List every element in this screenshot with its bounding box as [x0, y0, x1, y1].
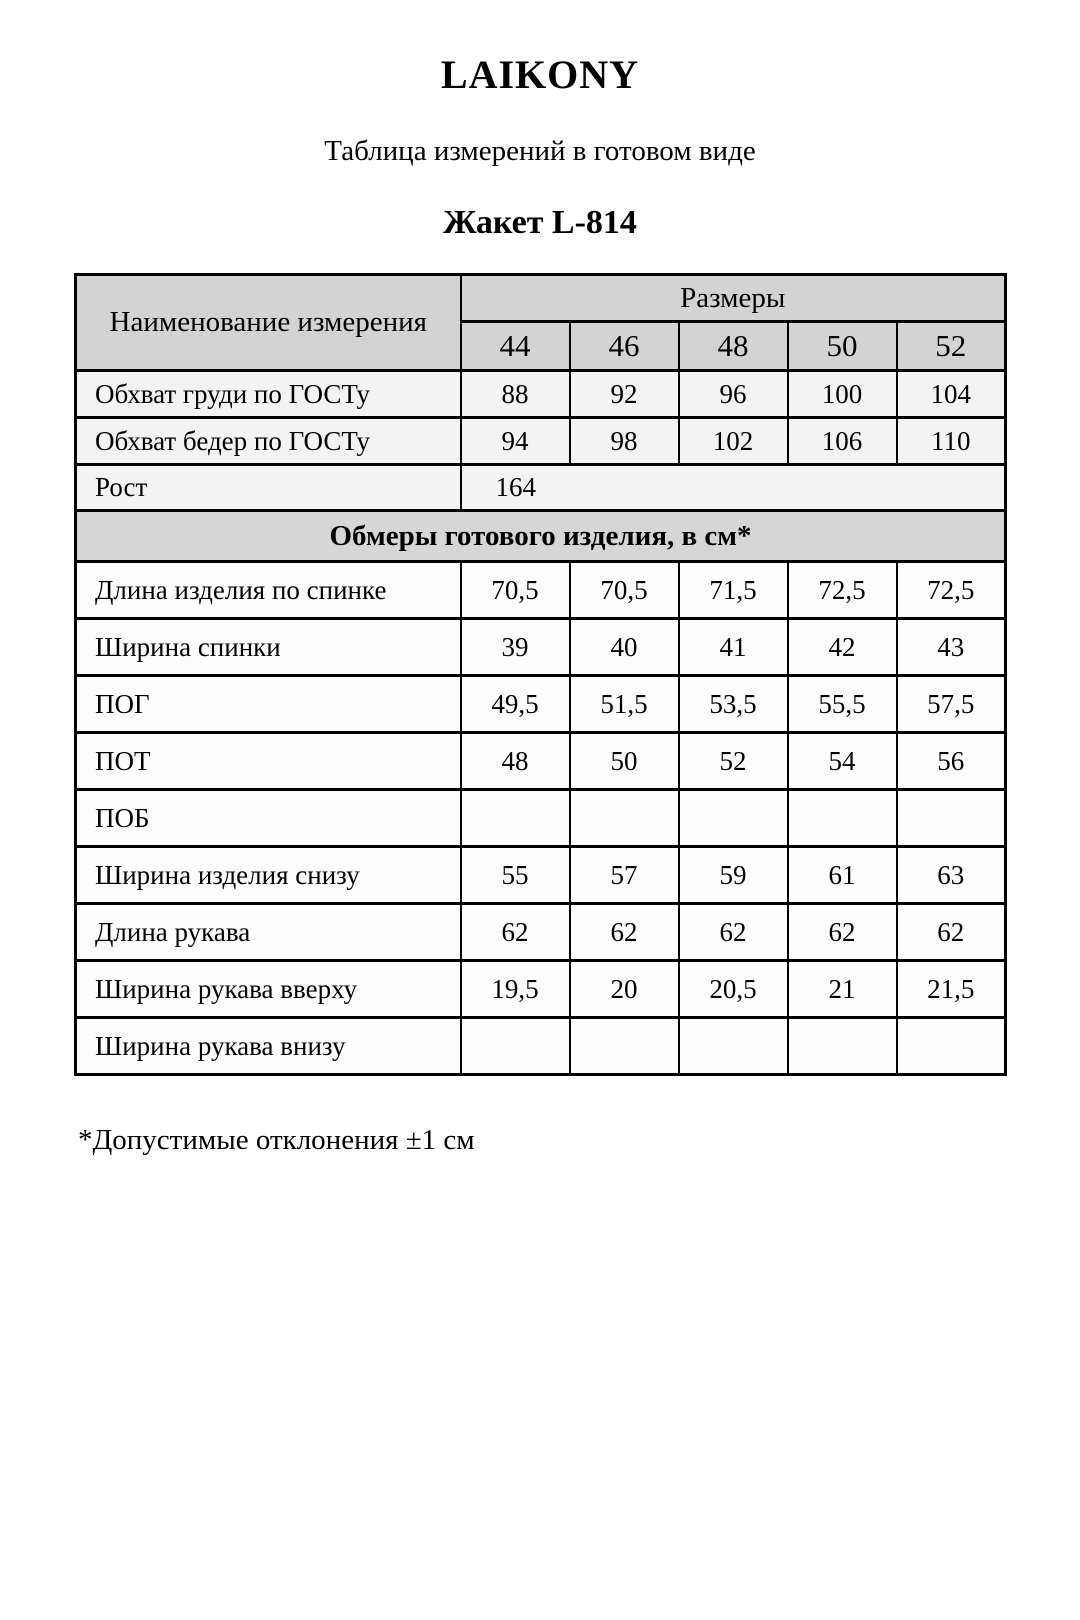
cell-value: 94 [461, 418, 570, 465]
cell-value: 62 [897, 904, 1006, 961]
table-row [76, 418, 1006, 465]
cell-value: 19,5 [461, 961, 570, 1018]
row-label: Обхват бедер по ГОСТу [76, 418, 461, 465]
section-header: Обмеры готового изделия, в см* [76, 511, 1006, 562]
cell-value: 55,5 [788, 676, 897, 733]
table-row [76, 733, 1006, 790]
row-label: Ширина рукава вверху [76, 961, 461, 1018]
cell-value: 56 [897, 733, 1006, 790]
cell-value: 48 [461, 733, 570, 790]
size-col-header: 44 [461, 322, 570, 371]
cell-value: 164 [461, 465, 1006, 511]
size-col-header: 46 [570, 322, 679, 371]
cell-value: 92 [570, 371, 679, 418]
measurements-table [74, 273, 1007, 1076]
cell-value: 72,5 [897, 562, 1006, 619]
cell-value: 42 [788, 619, 897, 676]
cell-value: 63 [897, 847, 1006, 904]
content-area [74, 0, 1006, 1157]
cell-value: 20 [570, 961, 679, 1018]
brand-title: LAIKONY [440, 52, 640, 97]
row-label: ПОГ [76, 676, 461, 733]
cell-value [788, 1018, 897, 1075]
row-label: Длина рукава [76, 904, 461, 961]
cell-value: 62 [679, 904, 788, 961]
name-column-header: Наименование измерения [76, 275, 461, 371]
cell-value: 57 [570, 847, 679, 904]
cell-value: 110 [897, 418, 1006, 465]
cell-value: 41 [679, 619, 788, 676]
table-row-height [76, 465, 1006, 511]
cell-value: 71,5 [679, 562, 788, 619]
table-header-row [76, 275, 1006, 322]
cell-value: 88 [461, 371, 570, 418]
table-row [76, 619, 1006, 676]
cell-value [788, 790, 897, 847]
cell-value: 61 [788, 847, 897, 904]
cell-value: 72,5 [788, 562, 897, 619]
cell-value [570, 790, 679, 847]
cell-value: 62 [461, 904, 570, 961]
cell-value [461, 790, 570, 847]
cell-value: 62 [570, 904, 679, 961]
row-label: Ширина рукава внизу [76, 1018, 461, 1075]
cell-value: 43 [897, 619, 1006, 676]
size-col-header: 52 [897, 322, 1006, 371]
size-col-header: 50 [788, 322, 897, 371]
row-label: Обхват груди по ГОСТу [76, 371, 461, 418]
cell-value: 70,5 [461, 562, 570, 619]
cell-value: 51,5 [570, 676, 679, 733]
cell-value: 104 [897, 371, 1006, 418]
cell-value [897, 790, 1006, 847]
cell-value: 50 [570, 733, 679, 790]
cell-value [570, 1018, 679, 1075]
cell-value [897, 1018, 1006, 1075]
table-row [76, 676, 1006, 733]
table-row [76, 790, 1006, 847]
table-row [76, 562, 1006, 619]
cell-value: 57,5 [897, 676, 1006, 733]
cell-value: 98 [570, 418, 679, 465]
cell-value: 20,5 [679, 961, 788, 1018]
row-label: Ширина спинки [76, 619, 461, 676]
cell-value: 54 [788, 733, 897, 790]
table-row [76, 847, 1006, 904]
product-title: Жакет L-814 [443, 203, 637, 241]
cell-value: 52 [679, 733, 788, 790]
cell-value: 39 [461, 619, 570, 676]
section-header-row [76, 511, 1006, 562]
cell-value: 55 [461, 847, 570, 904]
row-label: ПОТ [76, 733, 461, 790]
document-subtitle: Таблица измерений в готовом виде [324, 135, 756, 167]
cell-value: 53,5 [679, 676, 788, 733]
cell-value: 21 [788, 961, 897, 1018]
cell-value: 102 [679, 418, 788, 465]
table-row [76, 1018, 1006, 1075]
cell-value [461, 1018, 570, 1075]
table-row [76, 961, 1006, 1018]
row-label: Рост [76, 465, 461, 511]
cell-value: 100 [788, 371, 897, 418]
cell-value: 21,5 [897, 961, 1006, 1018]
cell-value: 70,5 [570, 562, 679, 619]
table-row [76, 371, 1006, 418]
row-label: Длина изделия по спинке [76, 562, 461, 619]
size-col-header: 48 [679, 322, 788, 371]
cell-value: 40 [570, 619, 679, 676]
cell-value [679, 1018, 788, 1075]
cell-value: 106 [788, 418, 897, 465]
cell-value [679, 790, 788, 847]
tolerance-footnote: *Допустимые отклонения ±1 см [78, 1124, 475, 1157]
cell-value: 49,5 [461, 676, 570, 733]
cell-value: 59 [679, 847, 788, 904]
table-row [76, 904, 1006, 961]
sizes-group-header: Размеры [461, 275, 1006, 322]
cell-value: 96 [679, 371, 788, 418]
row-label: ПОБ [76, 790, 461, 847]
row-label: Ширина изделия снизу [76, 847, 461, 904]
cell-value: 62 [788, 904, 897, 961]
